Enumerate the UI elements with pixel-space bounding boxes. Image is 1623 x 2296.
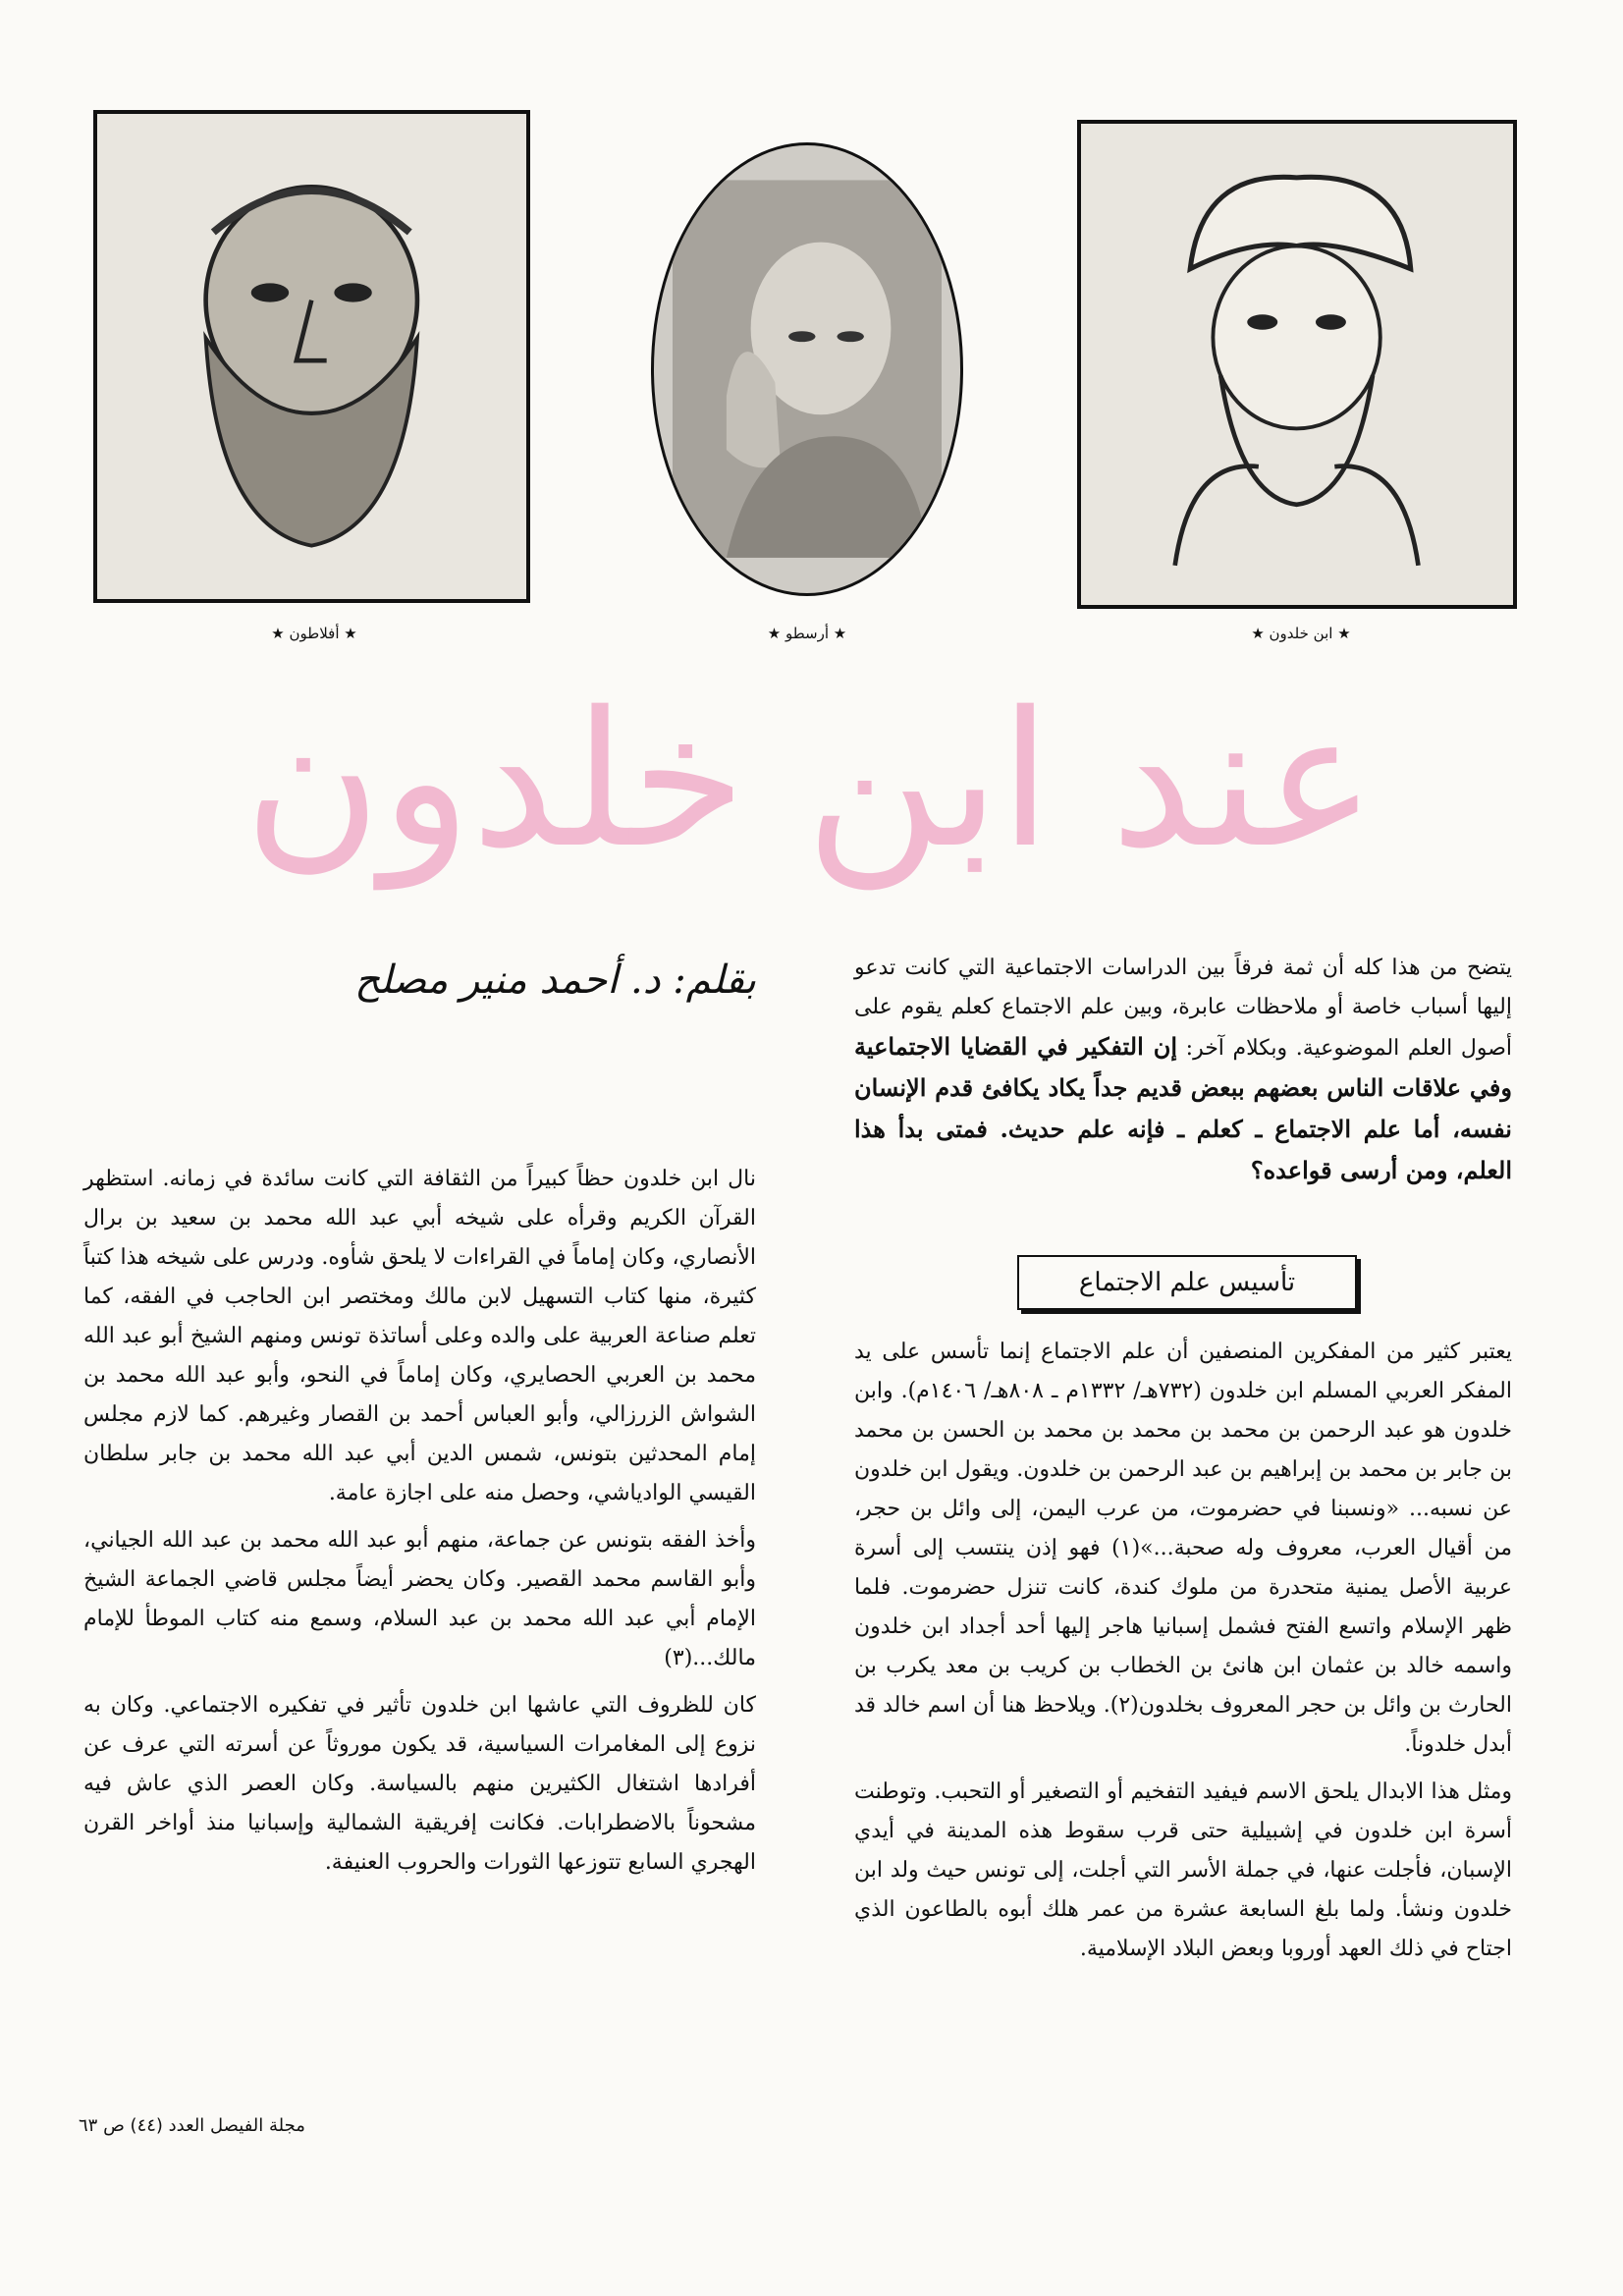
- plato-caption: ★ أفلاطون ★: [271, 625, 357, 642]
- aristotle-caption: ★ أرسطو ★: [767, 625, 847, 642]
- right-paragraph-1: يعتبر كثير من المفكرين المنصفين أن علم الاجتماع إنما تأسس على يد المفكر العربي المسلم ابن خلدون (٧٣٢هـ/ ١٣٣٢م ـ ٨٠٨هـ/ ١٤٠٦م). وابن خلدون هو عبد الرحمن بن محمد بن محمد بن محمد بن الحسن بن محمد بن جابر بن محمد بن إبراهيم بن عبد الرحمن بن خلدون. ويقول ابن خلدون عن نسبه... «ونسبنا في حضرموت، من عرب اليمن، إلى وائل بن حجر، من أقيال العرب، معروف وله صحبة...»(١) فهو إذن ينتسب إلى أسرة عربية الأصل يمنية متحدرة من ملوك كندة، كانت تنزل حضرموت. فلما ظهر الإسلام واتسع الفتح فشمل إسبانيا هاجر إليها أحد أجداد ابن خلدون واسمه خالد بن عثمان ابن هانئ بن الخطاب بن كريب بن معد يكرب بن الحارث بن وائل بن حجر المعروف بخلدون(٢). ويلاحظ هنا أن اسم خالد قد أبدل خلدوناً.: [854, 1339, 1513, 1757]
- intro-paragraph: [854, 949, 1512, 1200]
- section-heading: تأسيس علم الاجتماع: [1017, 1255, 1357, 1310]
- intro-text: [854, 949, 1512, 1192]
- intro-plain: يتضح من هذا كله أن ثمة فرقاً بين الدراسات الاجتماعية التي كانت تدعو إليها أسباب خاصة أو ملاحظات عابرة، وبين علم الاجتماع كعلم يقوم على أصول العلم الموضوعية. وبكلام آخر:: [854, 956, 1512, 1061]
- left-column: [83, 1160, 756, 1890]
- left-paragraph-3: كان للظروف التي عاشها ابن خلدون تأثير في تفكيره الاجتماعي. وكان به نزوع إلى المغامرات السياسية، قد يكون موروثاً عن أسرته التي عرف عن أفرادها اشتغال الكثيرين منهم بالسياسة. وكان العصر الذي عاش فيه مشحوناً بالاضطرابات. فكانت إفريقية الشمالية وإسبانيا منذ أواخر القرن الهجري السابع تتوزعها الثورات والحروب العنيفة.: [83, 1693, 756, 1875]
- aristotle-portrait: [651, 142, 963, 596]
- page-title: عند ابن خلدون: [243, 672, 1377, 889]
- ibn-khaldun-caption: ★ ابن خلدون ★: [1251, 625, 1351, 642]
- bearded-face-sketch-icon: [123, 143, 501, 571]
- left-paragraph-2: وأخذ الفقه بتونس عن جماعة، منهم أبو عبد الله محمد بن عبد الله الجياني، وأبو القاسم محمد القصير. وكان يحضر أيضاً مجلس قاضي الجماعة الشيخ الإمام أبي عبد الله محمد بن عبد السلام، وسمع منه كتاب الموطأ للإمام مالك...(٣): [83, 1528, 756, 1670]
- left-paragraph-1: نال ابن خلدون حظاً كبيراً من الثقافة التي كانت سائدة في زمانه. استظهر القرآن الكريم وقرأه على شيخه أبي عبد الله محمد بن سعيد بن برال الأنصاري، وكان إماماً في القراءات لا يلحق شأوه. ودرس على شيخه هذا كتباً كثيرة، منها كتاب التسهيل لابن مالك ومختصر ابن الحاجب في الفقه، كما تعلم صناعة العربية على والده وعلى أساتذة تونس ومنهم الشيخ أبو عبد الله محمد بن العربي الحصايري، وكان إماماً في النحو، وأبو عبد الله محمد بن الشواش الزرزالي، وأبو العباس أحمد بن القصار وغيرهم. كما لازم مجلس إمام المحدثين بتونس، شمس الدين أبي عبد الله محمد بن جابر سلطان القيسي الوادياشي، وحصل منه على اجازة عامة.: [83, 1167, 756, 1505]
- ibn-khaldun-portrait: [1077, 120, 1517, 609]
- right-column: [854, 1333, 1512, 1977]
- page-footer: مجلة الفيصل العدد (٤٤) ص ٦٣: [79, 2115, 305, 2136]
- intro-emphasis: إن التفكير في القضايا الاجتماعية وفي علاقات الناس بعضهم ببعض قديم جداً يكاد يكافئ قدم الإنسان نفسه، أما علم الاجتماع ـ كعلم ـ فإنه علم حديث. فمتى بدأ هذا العلم، ومن أرسى قواعده؟: [854, 1032, 1512, 1184]
- plato-portrait: [93, 110, 530, 603]
- thinker-bust-icon: [673, 172, 943, 566]
- right-paragraph-2: ومثل هذا الابدال يلحق الاسم فيفيد التفخيم أو التصغير أو التحبب. وتوطنت أسرة ابن خلدون في إشبيلية حتى قرب سقوط هذه المدينة في أيدي الإسبان، فأجلت عنها، في جملة الأسر التي أجلت، إلى تونس حيث ولد ابن خلدون ونشأ. ولما بلغ السابعة عشرة من عمر هلك أبوه بالطاعون الذي اجتاح في ذلك العهد أوروبا وبعض البلاد الإسلامية.: [854, 1779, 1512, 1961]
- author-byline: بقلم: د. أحمد منير مصلح: [354, 957, 756, 1003]
- turbaned-scholar-sketch-icon: [1107, 152, 1487, 575]
